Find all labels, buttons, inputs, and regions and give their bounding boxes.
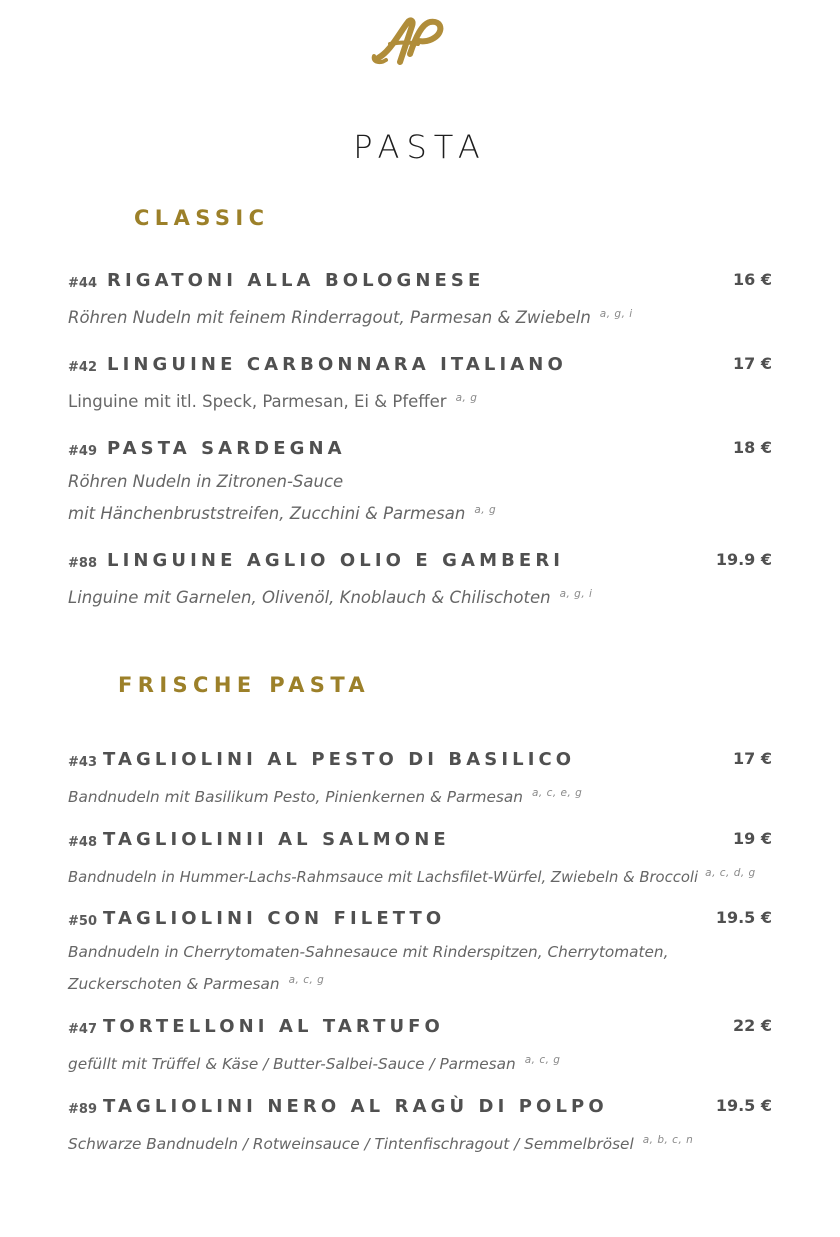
item-name: TAGLIOLINI CON FILETTO — [103, 908, 446, 929]
page-title: PASTA — [353, 128, 487, 166]
item-number: #50 — [68, 914, 97, 929]
item-number: #49 — [68, 444, 97, 459]
menu-item — [68, 749, 772, 811]
item-description: Linguine mit itl. Speck, Parmesan, Ei & Pfeffer $^{a, g}$ — [68, 392, 478, 411]
item-number: #88 — [68, 556, 97, 571]
item-price: 16 € — [733, 270, 772, 289]
item-price: 19.5 € — [715, 908, 772, 927]
item-description: Bandnudeln in Hummer-Lachs-Rahmsauce mit Lachsfilet-Würfel, Zwiebeln & Broccoli $^{a, c, d, g}$ — [68, 867, 756, 886]
item-description: Bandnudeln in Cherrytomaten-Sahnesauce mit Rinderspitzen, Cherrytomaten, Zuckerschoten & Parmesan $^{a, c, g}$ — [68, 943, 669, 993]
item-price: 19 € — [733, 829, 772, 848]
item-description: Bandnudeln mit Basilikum Pesto, Pinienkernen & Parmesan $^{a, c, e, g}$ — [68, 787, 583, 806]
item-price: 18 € — [733, 438, 772, 457]
item-number: #44 — [68, 276, 97, 291]
item-price: 17 € — [733, 354, 772, 373]
menu-item — [68, 1096, 772, 1158]
menu-item — [68, 270, 772, 332]
allergen-codes: a, c, d, g — [705, 867, 756, 879]
menu-item — [68, 1016, 772, 1078]
allergen-codes: a, c, e, g — [531, 787, 583, 799]
menu-item — [68, 550, 772, 612]
item-number: #48 — [68, 835, 97, 850]
ap-monogram-logo-icon — [370, 14, 448, 68]
item-name: LINGUINE CARBONNARA ITALIANO — [107, 354, 567, 375]
item-name: RIGATONI ALLA BOLOGNESE — [107, 270, 485, 291]
item-price: 17 € — [733, 749, 772, 768]
item-name: TORTELLONI AL TARTUFO — [103, 1016, 444, 1037]
item-description: gefüllt mit Trüffel & Käse / Butter-Salbei-Sauce / Parmesan $^{a, c, g}$ — [68, 1054, 561, 1073]
section-title-frische-pasta: FRISCHE PASTA — [118, 673, 371, 697]
item-name: TAGLIOLINII AL SALMONE — [103, 829, 450, 850]
allergen-codes: a, g — [455, 392, 478, 404]
allergen-codes: a, g — [474, 504, 497, 516]
menu-item — [68, 354, 772, 416]
menu-item — [68, 438, 772, 528]
allergen-codes: a, c, g — [288, 974, 325, 986]
allergen-codes: a, c, g — [524, 1054, 561, 1066]
item-name: LINGUINE AGLIO OLIO E GAMBERI — [107, 550, 565, 571]
allergen-codes: a, b, c, n — [642, 1134, 694, 1146]
item-description: Röhren Nudeln mit feinem Rinderragout, Parmesan & Zwiebeln $^{a, g, i}$ — [68, 308, 633, 327]
allergen-codes: a, g, i — [559, 588, 593, 600]
allergen-codes: a, g, i — [599, 308, 633, 320]
item-description: Schwarze Bandnudeln / Rotweinsauce / Tintenfischragout / Semmelbrösel $^{a, b, c, n}$ — [68, 1134, 694, 1153]
menu-item — [68, 829, 772, 892]
item-name: PASTA SARDEGNA — [107, 438, 346, 459]
item-price: 22 € — [733, 1016, 772, 1035]
section-title-classic: CLASSIC — [134, 206, 270, 230]
item-number: #47 — [68, 1022, 97, 1037]
item-number: #43 — [68, 755, 97, 770]
menu-item — [68, 908, 772, 998]
item-description: Röhren Nudeln in Zitronen-Sauce mit Hänchenbruststreifen, Zucchini & Parmesan $^{a, g}$ — [68, 472, 497, 523]
item-description: Linguine mit Garnelen, Olivenöl, Knoblauch & Chilischoten $^{a, g, i}$ — [68, 588, 593, 607]
item-number: #42 — [68, 360, 97, 375]
item-number: #89 — [68, 1102, 97, 1117]
item-name: TAGLIOLINI NERO AL RAGÙ DI POLPO — [103, 1096, 608, 1117]
item-price: 19.9 € — [715, 550, 772, 569]
item-price: 19.5 € — [715, 1096, 772, 1115]
item-name: TAGLIOLINI AL PESTO DI BASILICO — [103, 749, 576, 770]
